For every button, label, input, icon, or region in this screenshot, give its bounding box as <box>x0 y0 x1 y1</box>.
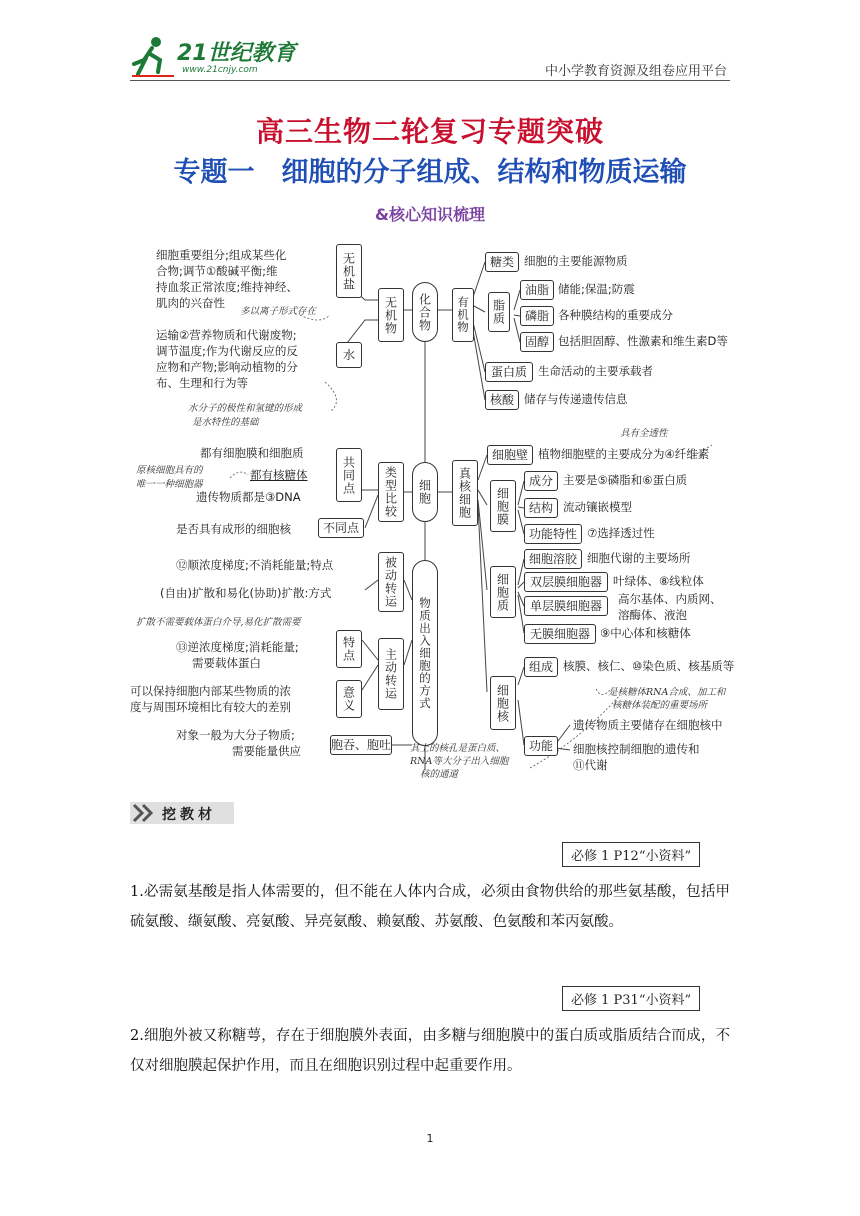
salt-text-line: 细胞重要组分;组成某些化 <box>156 248 287 262</box>
phospholipid-desc: 各种膜结构的重要成分 <box>558 308 673 322</box>
section-label: 挖教材 <box>162 807 216 823</box>
nucleus-node: 细胞核 <box>490 676 516 730</box>
meaning-text: 度与周围环境相比有较大的差别 <box>130 700 291 714</box>
active-text: 需要载体蛋白 <box>192 656 261 670</box>
double-chevron-icon <box>130 802 160 824</box>
nucleic-desc: 储存与传递遗传信息 <box>524 392 628 406</box>
feature-label-node: 特点 <box>336 630 362 668</box>
section-title: &核心知识梳理 <box>375 205 485 224</box>
water-text-line: 调节温度;作为代谢反应的反 <box>156 344 298 358</box>
common-item: 都有核糖体 <box>250 468 308 482</box>
salt-node: 无机盐 <box>336 244 362 298</box>
endocytosis-node: 胞吞、胞吐 <box>330 735 392 755</box>
salt-note: 多以离子形式存在 <box>240 306 317 317</box>
membrane-node: 细胞膜 <box>490 480 516 532</box>
salt-text-line: 持血浆正常浓度;维持神经、 <box>156 280 298 294</box>
endo-text: 需要能量供应 <box>232 744 301 758</box>
sterol-desc: 包括胆固醇、性激素和维生素D等 <box>558 334 728 348</box>
endo-text: 对象一般为大分子物质; <box>176 728 295 742</box>
active-text: ⑬逆浓度梯度;消耗能量; <box>176 640 299 654</box>
passive-text: ⑫顺浓度梯度;不消耗能量;特点 <box>176 558 334 572</box>
common-note-line: 唯一一种细胞器 <box>136 479 203 490</box>
fat-desc: 储能;保温;防震 <box>558 282 635 296</box>
page-number: 1 <box>426 1132 434 1145</box>
lipid-node: 脂质 <box>488 292 510 332</box>
water-text-line: 布、生理和行为等 <box>156 376 248 390</box>
protein-node: 蛋白质 <box>485 362 533 382</box>
cell-wall-desc: 植物细胞壁的主要成分为④纤维素 <box>538 447 710 461</box>
single-membrane-desc: 高尔基体、内质网、 <box>618 592 722 606</box>
cell-wall-node: 细胞壁 <box>487 445 533 465</box>
single-membrane-node: 单层膜细胞器 <box>524 596 608 616</box>
nucleolus-note-line: 是核糖体RNA合成、加工和 <box>608 687 726 698</box>
protein-desc: 生命活动的主要承载者 <box>538 364 653 378</box>
cell-wall-note: 具有全透性 <box>620 428 668 439</box>
sterol-node: 固醇 <box>520 332 554 352</box>
organic-node: 有机物 <box>452 288 474 342</box>
mindmap-compound-node: 化合物 <box>412 282 438 342</box>
water-note-line: 水分子的极性和氢键的形成 <box>188 403 303 414</box>
nomembrane-node: 无膜细胞器 <box>524 624 596 644</box>
page-title: 高三生物二轮复习专题突破 <box>255 115 604 148</box>
inorganic-node: 无机物 <box>378 288 404 342</box>
reference-box: 必修 1 P12“小资料” <box>562 842 700 867</box>
cytoplasm-node: 细胞质 <box>490 566 516 618</box>
salt-text-line: 合物;调节①酸碱平衡;维 <box>156 264 278 278</box>
water-text-line: 运输②营养物质和代谢废物; <box>156 328 297 342</box>
components-desc: 主要是⑤磷脂和⑥蛋白质 <box>563 473 688 487</box>
paragraph: 2.细胞外被又称糖萼，存在于细胞膜外表面，由多糖与细胞膜中的蛋白质或脂质结合而成，不仅对细胞膜起保护作用，而且在细胞识别过程中起重要作用。 <box>130 1028 730 1074</box>
structure-node: 结构 <box>524 498 558 518</box>
cell-types-node: 类型比较 <box>378 462 404 522</box>
common-node: 共同点 <box>336 448 362 502</box>
passive-transport-node: 被动转运 <box>378 552 404 612</box>
passive-note: 扩散不需要载体蛋白介导,易化扩散需要 <box>136 617 301 628</box>
sugar-node: 糖类 <box>485 252 519 272</box>
feature-desc: ⑦选择透过性 <box>587 526 655 540</box>
double-membrane-node: 双层膜细胞器 <box>524 572 608 592</box>
function-node: 功能 <box>524 736 558 756</box>
topic-title: 专题一 细胞的分子组成、结构和物质运输 <box>173 157 687 188</box>
diff-node: 不同点 <box>318 518 364 538</box>
nucleic-node: 核酸 <box>485 390 519 410</box>
double-membrane-desc: 叶绿体、⑧线粒体 <box>613 574 704 588</box>
paragraph: 1.必需氨基酸是指人体需要的，但不能在人体内合成，必须由食物供给的那些氨基酸，包括甲硫氨酸、缬氨酸、亮氨酸、异亮氨酸、赖氨酸、苏氨酸、色氨酸和苯丙氨酸。 <box>130 884 730 930</box>
logo-url: www.21cnjy.com <box>182 65 258 75</box>
mindmap-transport-node: 物质出入细胞的方式 <box>412 560 438 746</box>
common-item: 遗传物质都是③DNA <box>196 490 301 504</box>
water-node: 水 <box>336 342 362 368</box>
sol-desc: 细胞代谢的主要场所 <box>587 551 691 565</box>
common-note-line: 原核细胞具有的 <box>136 465 203 476</box>
function-desc: 细胞核控制细胞的遗传和 <box>573 742 700 756</box>
nomembrane-desc: ⑨中心体和核糖体 <box>600 626 691 640</box>
diff-text: 是否具有成形的细胞核 <box>176 522 291 536</box>
eukaryote-node: 真核细胞 <box>452 460 478 526</box>
active-transport-node: 主动转运 <box>378 638 404 710</box>
salt-text-line: 肌肉的兴奋性 <box>156 296 225 310</box>
feature-node: 功能特性 <box>524 524 582 544</box>
single-membrane-desc: 溶酶体、液泡 <box>618 608 687 622</box>
composition-node: 组成 <box>524 657 558 677</box>
common-item: 都有细胞膜和细胞质 <box>200 446 304 460</box>
nucleolus-note-line: 核糖体装配的重要场所 <box>612 700 708 711</box>
sol-node: 细胞溶胶 <box>524 549 582 569</box>
mindmap-cell-node: 细胞 <box>412 462 438 522</box>
sugar-desc: 细胞的主要能源物质 <box>524 254 628 268</box>
pore-note-line: RNA等大分子出入细胞 <box>410 756 509 767</box>
water-note-line: 是水特性的基础 <box>192 417 259 428</box>
logo-text: 21世纪教育 <box>177 41 296 66</box>
pore-note-line: 其上的核孔是蛋白质、 <box>410 743 506 754</box>
reference-box: 必修 1 P31“小资料” <box>562 986 700 1011</box>
composition-desc: 核膜、核仁、⑩染色质、核基质等 <box>563 659 735 673</box>
function-desc: 遗传物质主要储存在细胞核中 <box>573 718 723 732</box>
water-text-line: 应物和产物;影响动植物的分 <box>156 360 298 374</box>
meaning-node: 意义 <box>336 680 362 718</box>
meaning-text: 可以保持细胞内部某些物质的浓 <box>130 684 291 698</box>
structure-desc: 流动镶嵌模型 <box>563 500 632 514</box>
phospholipid-node: 磷脂 <box>520 306 554 326</box>
function-desc: ⑪代谢 <box>573 758 608 772</box>
pore-note-line: 核的通道 <box>420 769 459 780</box>
platform-name: 中小学教育资源及组卷应用平台 <box>544 64 727 79</box>
fat-node: 油脂 <box>520 280 554 300</box>
passive-text: (自由)扩散和易化(协助)扩散:方式 <box>160 586 332 600</box>
components-node: 成分 <box>524 471 558 491</box>
